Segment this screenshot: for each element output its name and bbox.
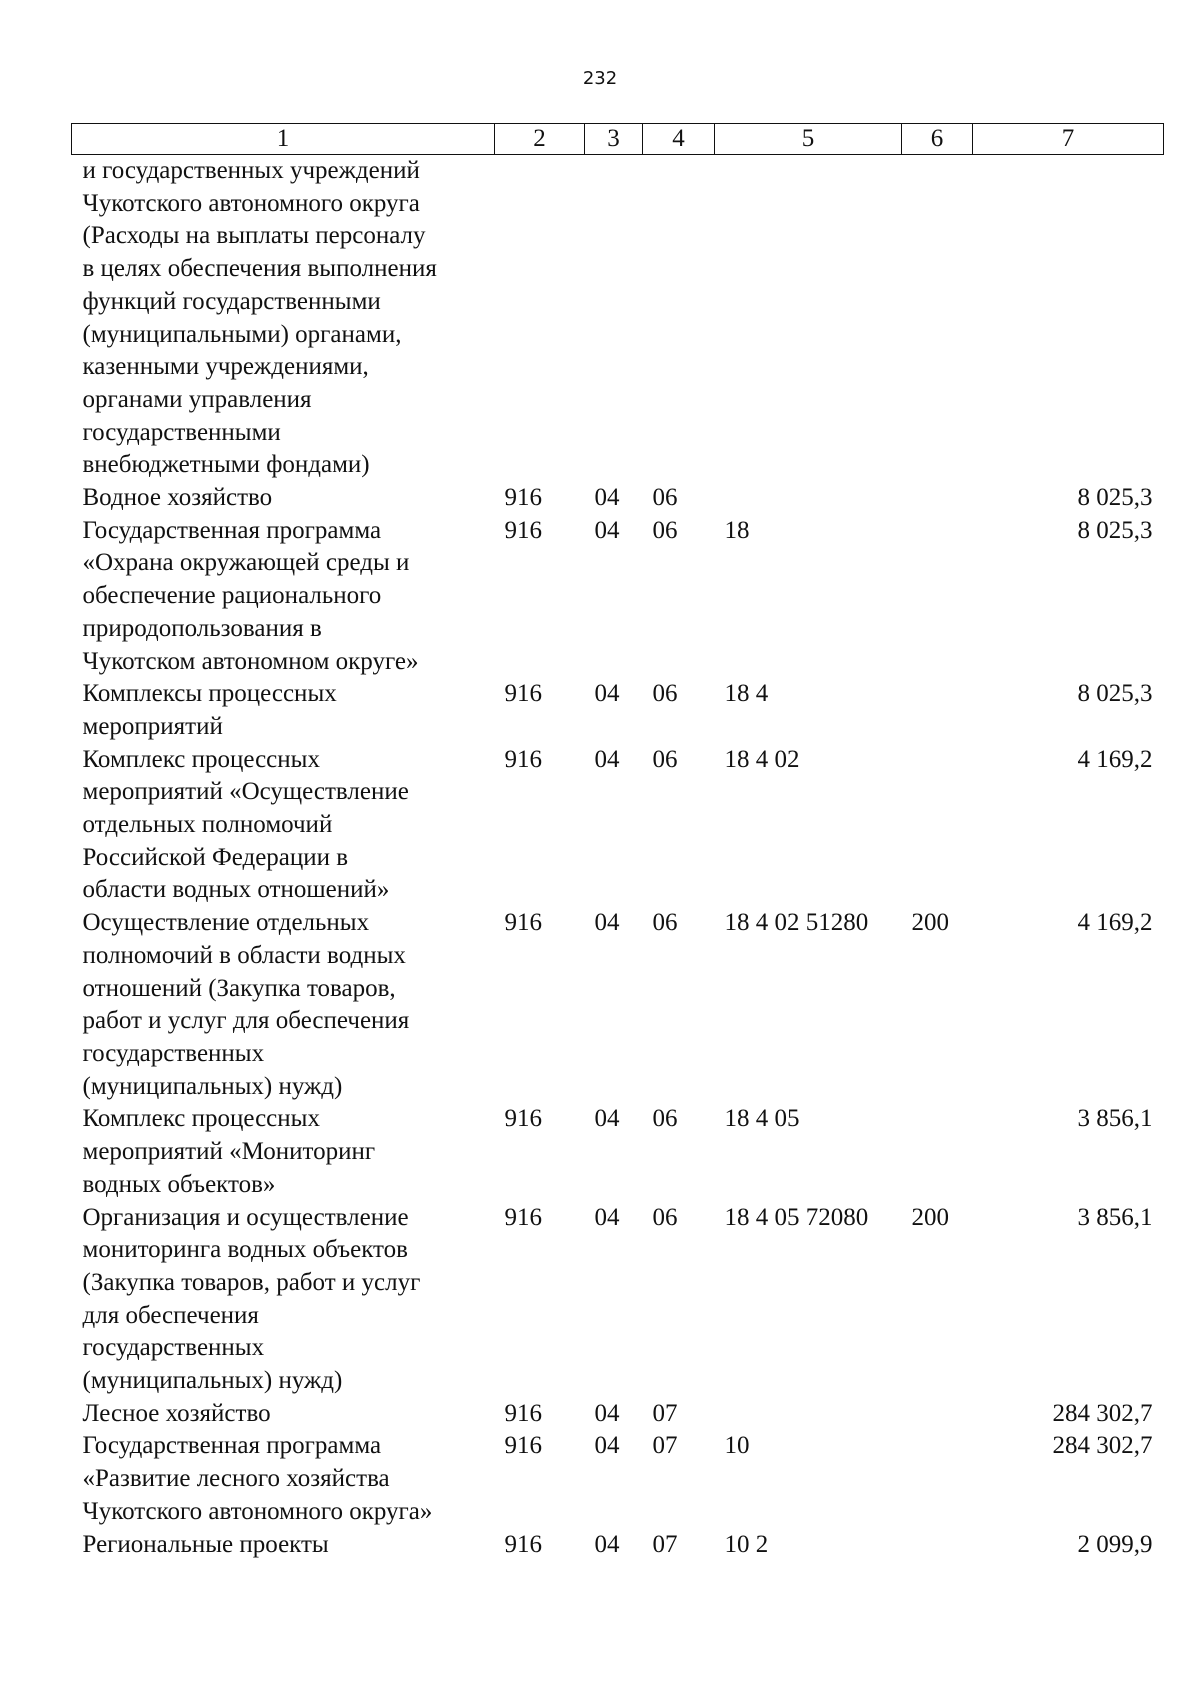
cell-col-4: 06 — [652, 745, 678, 773]
header-col-1: 1 — [72, 124, 495, 155]
table-row — [72, 515, 1164, 679]
cell-line: Российской Федерации в — [82, 843, 349, 871]
cell-col-2 — [495, 155, 585, 483]
cell-col-1 — [72, 678, 495, 743]
cell-line: внебюджетными фондами) — [82, 451, 370, 479]
cell-col-5: 18 4 02 — [724, 745, 800, 773]
cell-col-6 — [902, 1430, 973, 1528]
cell-col-1 — [72, 1202, 495, 1398]
cell-line: «Развитие лесного хозяйства — [82, 1465, 390, 1493]
cell-col-3: 04 — [594, 484, 620, 512]
cell-col-3: 04 — [594, 1105, 620, 1133]
cell-col-5 — [715, 482, 902, 515]
cell-col-4: 06 — [652, 909, 678, 937]
table-row — [72, 907, 1164, 1103]
cell-col-7: 4 169,2 — [1077, 909, 1153, 937]
cell-col-6 — [902, 1398, 973, 1431]
cell-line: и государственных учреждений — [82, 157, 420, 184]
cell-line: обеспечение рационального — [82, 582, 382, 610]
cell-col-4: 07 — [652, 1530, 678, 1558]
cell-col-1 — [72, 1430, 495, 1528]
header-col-6: 6 — [902, 124, 973, 155]
cell-line: отношений (Закупка товаров, — [82, 974, 396, 1002]
cell-line: Осуществление отдельных — [82, 909, 370, 937]
cell-col-7: 284 302,7 — [1052, 1399, 1153, 1427]
cell-col-7: 8 025,3 — [1077, 680, 1153, 708]
cell-col-7: 4 169,2 — [1077, 745, 1153, 773]
cell-col-4: 06 — [652, 484, 678, 512]
cell-line: Чукотском автономном округе» — [82, 647, 419, 675]
cell-col-2: 916 — [504, 745, 542, 773]
cell-line: «Охрана окружающей среды и — [82, 549, 410, 577]
cell-col-2: 916 — [504, 1530, 542, 1558]
cell-line: природопользования в — [82, 614, 322, 642]
cell-line: (муниципальных) нужд) — [82, 1367, 343, 1395]
cell-line: мероприятий «Осуществление — [82, 778, 409, 806]
cell-col-1 — [72, 744, 495, 908]
cell-col-5: 18 4 02 51280 — [724, 909, 869, 937]
table-row — [72, 1103, 1164, 1201]
cell-line: Комплекс процессных — [82, 1105, 320, 1133]
cell-col-6 — [902, 1529, 973, 1562]
cell-line: Чукотского автономного округа» — [82, 1497, 433, 1525]
cell-col-7 — [973, 155, 1164, 483]
cell-col-2: 916 — [504, 1203, 542, 1231]
cell-col-5 — [715, 155, 902, 483]
cell-line: мероприятий — [82, 712, 223, 740]
cell-col-6 — [902, 678, 973, 743]
table-row — [72, 155, 1164, 483]
table-row — [72, 1430, 1164, 1528]
cell-line: в целях обеспечения выполнения — [82, 255, 437, 283]
cell-col-7: 2 099,9 — [1077, 1530, 1153, 1558]
table-header — [72, 124, 1164, 155]
cell-line: органами управления — [82, 385, 312, 413]
cell-line: Водное хозяйство — [82, 484, 273, 512]
cell-line: Государственная программа — [82, 516, 382, 544]
cell-col-1 — [72, 907, 495, 1103]
cell-col-5: 18 4 05 — [724, 1105, 800, 1133]
cell-col-2: 916 — [504, 516, 542, 544]
cell-col-3: 04 — [594, 1399, 620, 1427]
cell-col-4: 07 — [652, 1399, 678, 1427]
cell-col-7: 284 302,7 — [1052, 1432, 1153, 1460]
cell-col-3: 04 — [594, 1530, 620, 1558]
cell-col-3: 04 — [594, 1432, 620, 1460]
cell-col-6 — [902, 744, 973, 908]
cell-col-2: 916 — [504, 680, 542, 708]
cell-col-1 — [72, 515, 495, 679]
cell-col-2: 916 — [504, 909, 542, 937]
cell-col-4: 06 — [652, 1105, 678, 1133]
cell-col-5: 18 4 05 72080 — [724, 1203, 869, 1231]
budget-table — [71, 123, 1164, 1561]
cell-col-6: 200 — [911, 909, 949, 937]
cell-col-2: 916 — [504, 484, 542, 512]
header-col-2: 2 — [495, 124, 585, 155]
cell-col-6: 200 — [911, 1203, 949, 1231]
cell-col-4: 07 — [652, 1432, 678, 1460]
cell-line: Лесное хозяйство — [82, 1399, 271, 1427]
cell-col-6 — [902, 1103, 973, 1201]
cell-col-7: 3 856,1 — [1077, 1203, 1153, 1231]
header-row — [72, 124, 1164, 155]
cell-col-3: 04 — [594, 1203, 620, 1231]
table-body — [72, 155, 1164, 1562]
cell-line: Чукотского автономного округа — [82, 189, 420, 217]
cell-line: водных объектов» — [82, 1170, 276, 1198]
page-number: 232 — [582, 68, 618, 89]
cell-line: функций государственными — [82, 287, 381, 315]
cell-col-3: 04 — [594, 516, 620, 544]
table-row — [72, 678, 1164, 743]
cell-line: отдельных полномочий — [82, 811, 333, 839]
cell-line: для обеспечения — [82, 1301, 259, 1329]
cell-col-2: 916 — [504, 1399, 542, 1427]
cell-line: работ и услуг для обеспечения — [82, 1007, 410, 1035]
cell-col-1 — [72, 1103, 495, 1201]
cell-line: (муниципальными) органами, — [82, 320, 402, 348]
cell-col-5 — [715, 1398, 902, 1431]
cell-line: Государственная программа — [82, 1432, 382, 1460]
table-row — [72, 1529, 1164, 1562]
table-row — [72, 482, 1164, 515]
cell-line: мониторинга водных объектов — [82, 1236, 408, 1264]
cell-col-1 — [72, 1398, 495, 1431]
cell-col-6 — [902, 155, 973, 483]
cell-line: полномочий в области водных — [82, 941, 406, 969]
cell-line: государственных — [82, 1334, 265, 1362]
cell-col-4: 06 — [652, 1203, 678, 1231]
cell-col-7: 8 025,3 — [1077, 516, 1153, 544]
cell-line: Организация и осуществление — [82, 1203, 409, 1231]
cell-line: (Расходы на выплаты персоналу — [82, 222, 426, 250]
cell-col-4 — [643, 155, 715, 483]
cell-col-1 — [72, 482, 495, 515]
cell-line: Комплексы процессных — [82, 680, 337, 708]
cell-col-2: 916 — [504, 1105, 542, 1133]
cell-line: мероприятий «Мониторинг — [82, 1138, 376, 1166]
cell-line: государственных — [82, 1039, 265, 1067]
cell-line: Региональные проекты — [82, 1530, 329, 1558]
cell-col-5: 10 — [724, 1432, 750, 1460]
cell-col-5: 18 4 — [724, 680, 769, 708]
header-col-4: 4 — [643, 124, 715, 155]
header-col-3: 3 — [585, 124, 643, 155]
cell-line: (муниципальных) нужд) — [82, 1072, 343, 1100]
cell-line: области водных отношений» — [82, 876, 390, 904]
cell-line: государственными — [82, 418, 281, 446]
table-row — [72, 1202, 1164, 1398]
cell-col-3: 04 — [594, 680, 620, 708]
table-row — [72, 1398, 1164, 1431]
cell-col-5: 18 — [724, 516, 750, 544]
cell-line: казенными учреждениями, — [82, 353, 369, 381]
cell-col-4: 06 — [652, 516, 678, 544]
cell-col-4: 06 — [652, 680, 678, 708]
cell-col-1 — [72, 155, 495, 483]
cell-col-7: 8 025,3 — [1077, 484, 1153, 512]
cell-col-5: 10 2 — [724, 1530, 769, 1558]
cell-line: Комплекс процессных — [82, 745, 320, 773]
table-row — [72, 744, 1164, 908]
cell-col-2: 916 — [504, 1432, 542, 1460]
cell-line: (Закупка товаров, работ и услуг — [82, 1268, 421, 1296]
cell-col-3 — [585, 155, 643, 483]
cell-col-3: 04 — [594, 909, 620, 937]
cell-col-1 — [72, 1529, 495, 1562]
cell-col-7: 3 856,1 — [1077, 1105, 1153, 1133]
cell-col-3: 04 — [594, 745, 620, 773]
cell-col-6 — [902, 482, 973, 515]
header-col-5: 5 — [715, 124, 902, 155]
cell-col-6 — [902, 515, 973, 679]
header-col-7: 7 — [973, 124, 1164, 155]
